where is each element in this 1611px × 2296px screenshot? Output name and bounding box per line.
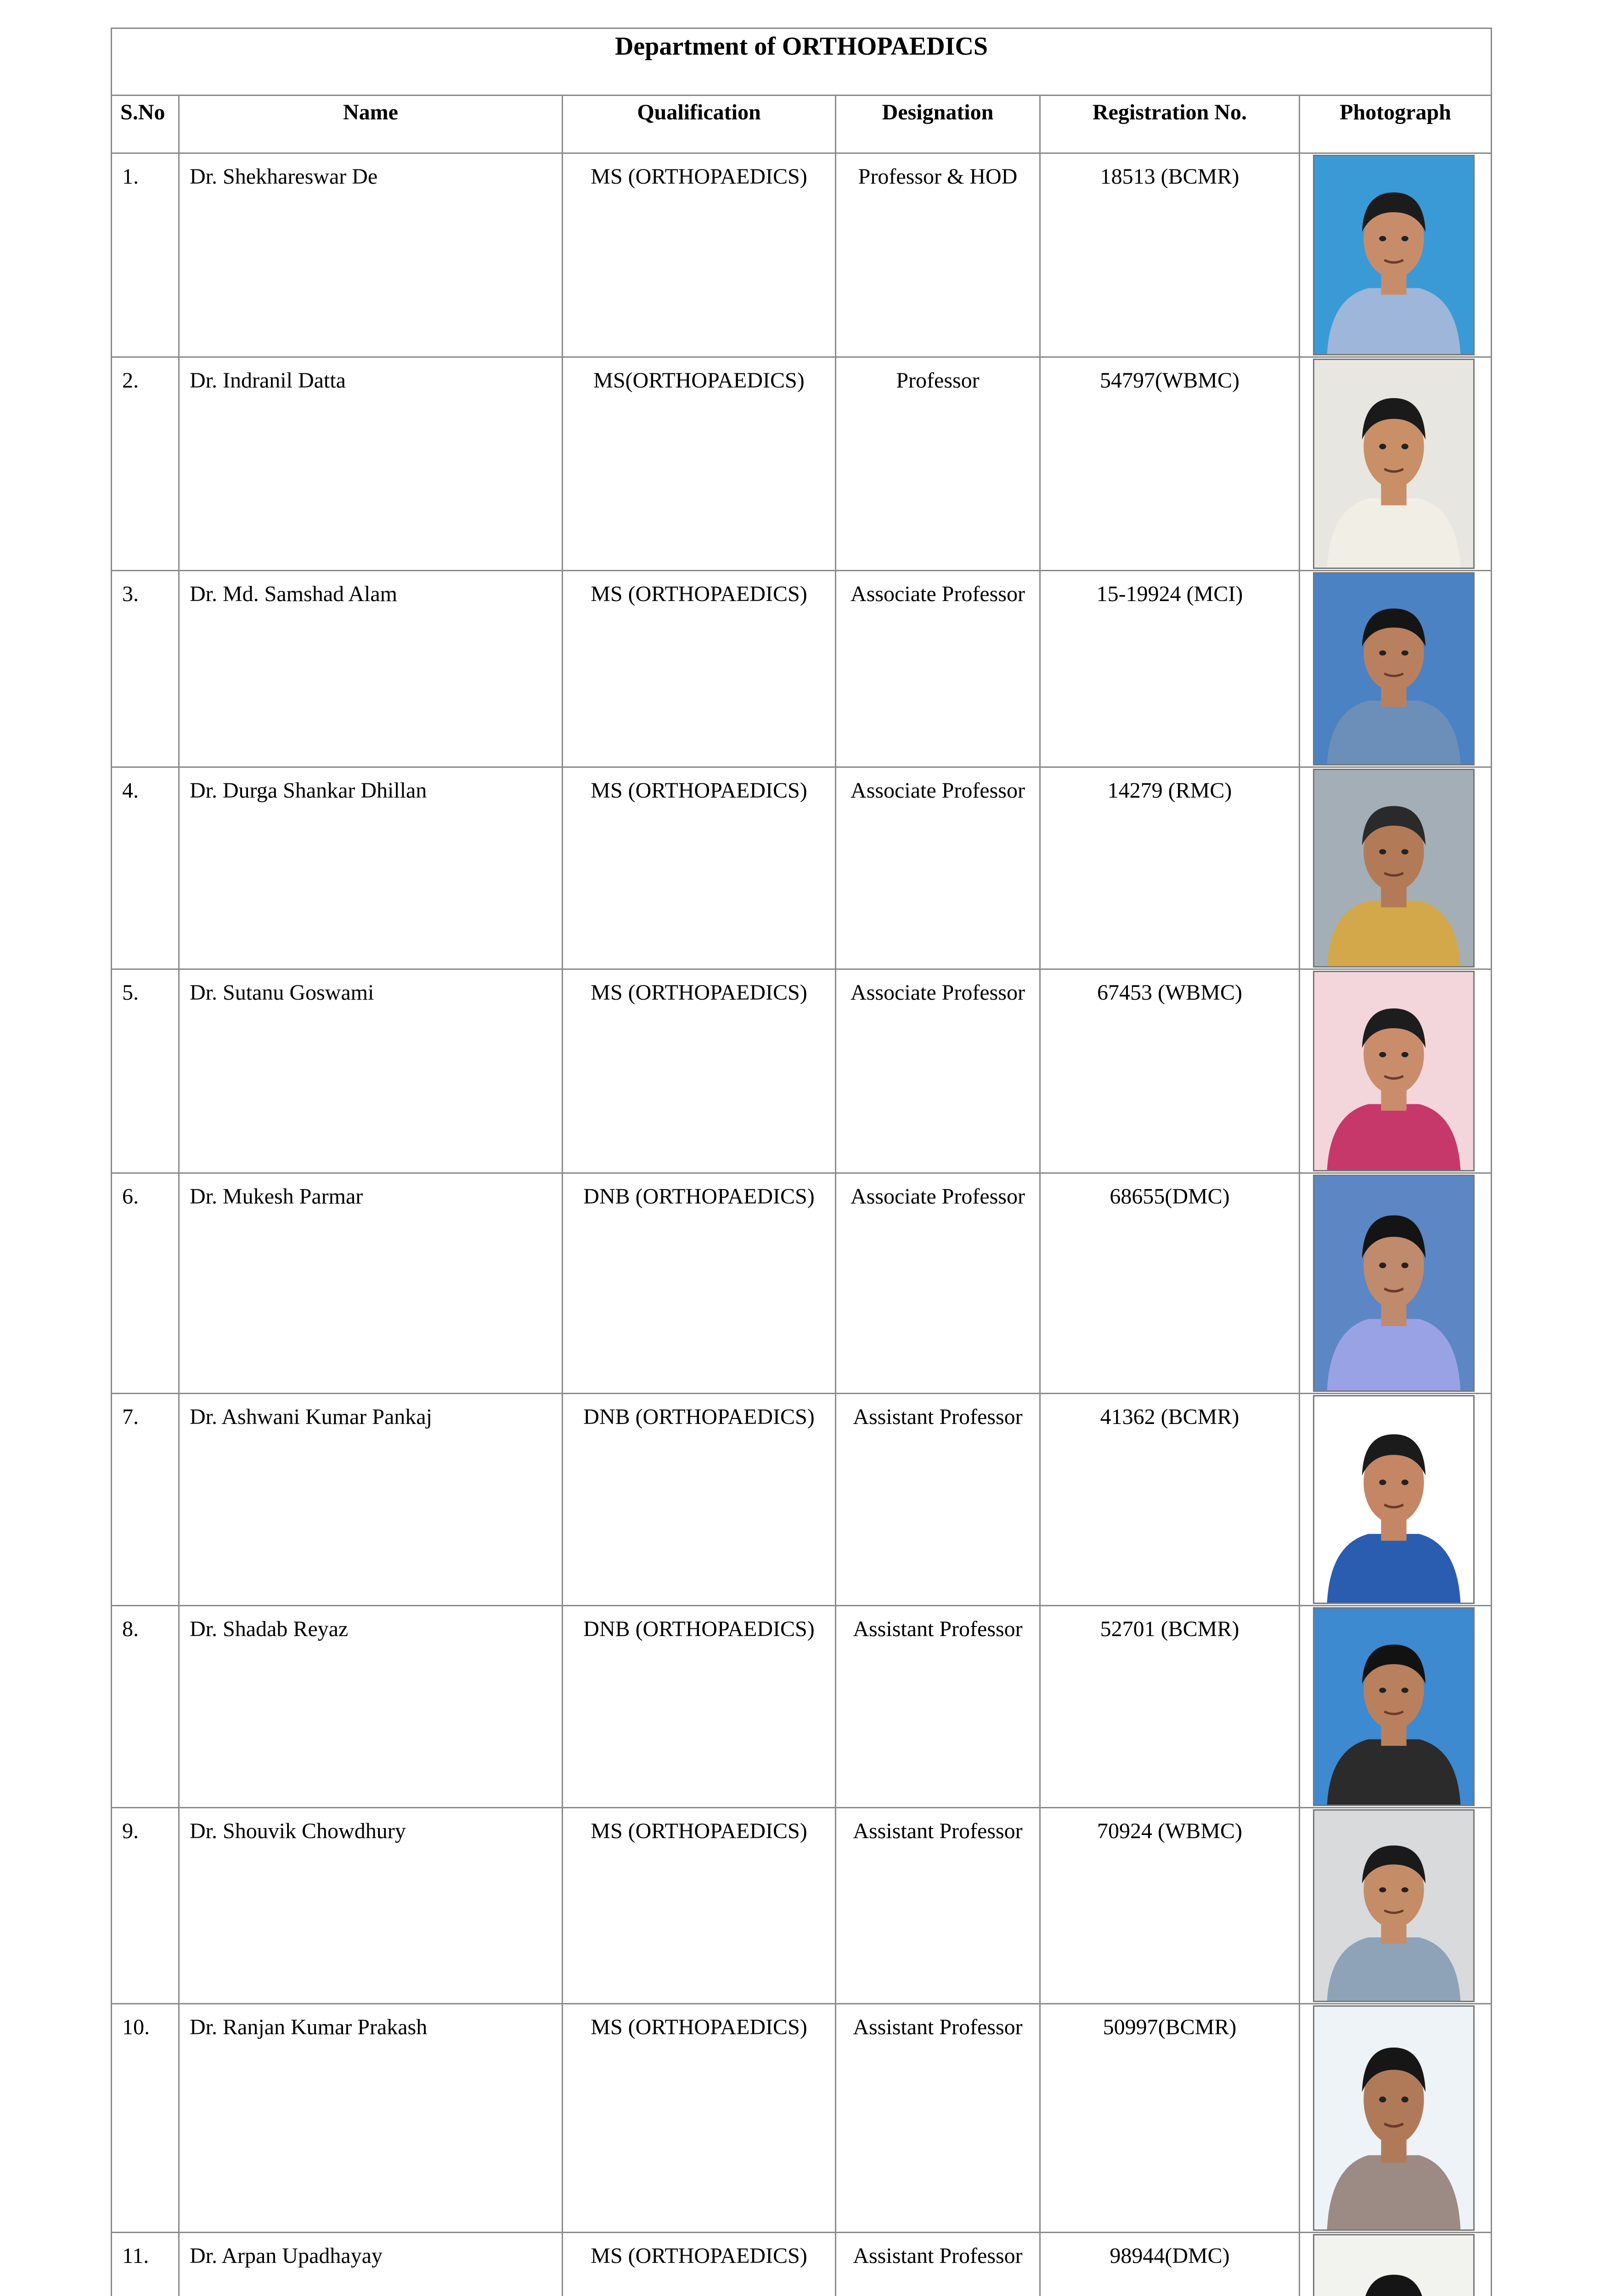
cell-designation: Professor (836, 357, 1040, 571)
table-row (112, 2233, 1492, 2296)
portrait-photo (1313, 1607, 1475, 1806)
cell-qualification: MS (ORTHOPAEDICS) (563, 153, 836, 357)
portrait-photo (1313, 1395, 1475, 1604)
cell-name: Dr. Ranjan Kumar Prakash (179, 2004, 563, 2233)
portrait-photo (1313, 769, 1475, 968)
portrait-graphic (1314, 2235, 1473, 2296)
table-row (112, 1173, 1492, 1394)
cell-qualification: MS (ORTHOPAEDICS) (563, 2233, 836, 2296)
header-designation: Designation (836, 96, 1040, 153)
cell-qualification: DNB (ORTHOPAEDICS) (563, 1394, 836, 1606)
cell-sno: 1. (112, 153, 179, 357)
cell-name: Dr. Durga Shankar Dhillan (179, 767, 563, 969)
header-qualification: Qualification (563, 96, 836, 153)
cell-designation: Assistant Professor (836, 1606, 1040, 1808)
cell-name: Dr. Sutanu Goswami (179, 969, 563, 1173)
cell-qualification: MS (ORTHOPAEDICS) (563, 767, 836, 969)
portrait-photo (1313, 2234, 1475, 2296)
cell-sno: 2. (112, 357, 179, 571)
cell-photograph (1300, 2233, 1492, 2296)
cell-designation: Associate Professor (836, 1173, 1040, 1394)
cell-registration: 98944(DMC) (1040, 2233, 1300, 2296)
portrait-photo (1313, 971, 1475, 1171)
cell-designation: Assistant Professor (836, 2004, 1040, 2233)
portrait-photo (1313, 2005, 1475, 2231)
cell-registration: 14279 (RMC) (1040, 767, 1300, 969)
cell-name: Dr. Shekhareswar De (179, 153, 563, 357)
cell-registration: 68655(DMC) (1040, 1173, 1300, 1394)
header-sno: S.No (112, 96, 179, 153)
header-photograph: Photograph (1300, 96, 1492, 153)
cell-photograph (1300, 1606, 1492, 1808)
cell-photograph (1300, 969, 1492, 1173)
cell-qualification: MS (ORTHOPAEDICS) (563, 2004, 836, 2233)
portrait-graphic (1314, 1609, 1473, 1805)
cell-sno: 4. (112, 767, 179, 969)
cell-designation: Assistant Professor (836, 1808, 1040, 2004)
portrait-photo (1313, 1809, 1475, 2002)
page-title: Department of ORTHOPAEDICS (112, 28, 1492, 96)
cell-designation: Associate Professor (836, 767, 1040, 969)
header-name: Name (179, 96, 563, 153)
portrait-graphic (1314, 2007, 1473, 2229)
cell-qualification: DNB (ORTHOPAEDICS) (563, 1606, 836, 1808)
cell-name: Dr. Ashwani Kumar Pankaj (179, 1394, 563, 1606)
table-row (112, 1808, 1492, 2004)
cell-registration: 70924 (WBMC) (1040, 1808, 1300, 2004)
cell-sno: 5. (112, 969, 179, 1173)
cell-qualification: MS (ORTHOPAEDICS) (563, 1808, 836, 2004)
cell-sno: 3. (112, 571, 179, 767)
cell-photograph (1300, 571, 1492, 767)
cell-sno: 6. (112, 1173, 179, 1394)
cell-photograph (1300, 1173, 1492, 1394)
portrait-graphic (1314, 1176, 1473, 1390)
cell-name: Dr. Shouvik Chowdhury (179, 1808, 563, 2004)
cell-registration: 18513 (BCMR) (1040, 153, 1300, 357)
cell-name: Dr. Shadab Reyaz (179, 1606, 563, 1808)
cell-photograph (1300, 2004, 1492, 2233)
portrait-graphic (1314, 156, 1473, 354)
cell-qualification: MS(ORTHOPAEDICS) (563, 357, 836, 571)
faculty-table (111, 28, 1492, 2296)
table-row (112, 357, 1492, 571)
cell-name: Dr. Indranil Datta (179, 357, 563, 571)
cell-sno: 8. (112, 1606, 179, 1808)
cell-designation: Assistant Professor (836, 1394, 1040, 1606)
cell-designation: Professor & HOD (836, 153, 1040, 357)
header-registration: Registration No. (1040, 96, 1300, 153)
portrait-graphic (1314, 574, 1473, 764)
cell-qualification: MS (ORTHOPAEDICS) (563, 969, 836, 1173)
cell-registration: 67453 (WBMC) (1040, 969, 1300, 1173)
cell-registration: 52701 (BCMR) (1040, 1606, 1300, 1808)
cell-name: Dr. Mukesh Parmar (179, 1173, 563, 1394)
cell-photograph (1300, 767, 1492, 969)
cell-sno: 7. (112, 1394, 179, 1606)
cell-sno: 9. (112, 1808, 179, 2004)
cell-qualification: DNB (ORTHOPAEDICS) (563, 1173, 836, 1394)
table-row (112, 571, 1492, 767)
table-header-row (112, 96, 1492, 153)
cell-registration: 15-19924 (MCI) (1040, 571, 1300, 767)
portrait-photo (1313, 1175, 1475, 1392)
cell-name: Dr. Arpan Upadhayay (179, 2233, 563, 2296)
cell-photograph (1300, 1394, 1492, 1606)
cell-designation: Associate Professor (836, 969, 1040, 1173)
cell-registration: 41362 (BCMR) (1040, 1394, 1300, 1606)
cell-photograph (1300, 153, 1492, 357)
table-row (112, 1606, 1492, 1808)
portrait-graphic (1314, 1811, 1473, 2001)
cell-qualification: MS (ORTHOPAEDICS) (563, 571, 836, 767)
table-row (112, 2004, 1492, 2233)
portrait-photo (1313, 359, 1475, 569)
cell-designation: Assistant Professor (836, 2233, 1040, 2296)
portrait-graphic (1314, 972, 1473, 1170)
portrait-graphic (1314, 360, 1473, 568)
portrait-photo (1313, 572, 1475, 765)
table-row (112, 767, 1492, 969)
portrait-graphic (1314, 770, 1473, 966)
table-row (112, 1394, 1492, 1606)
cell-photograph (1300, 1808, 1492, 2004)
table-row (112, 153, 1492, 357)
portrait-graphic (1314, 1396, 1473, 1603)
cell-designation: Associate Professor (836, 571, 1040, 767)
cell-photograph (1300, 357, 1492, 571)
cell-sno: 10. (112, 2004, 179, 2233)
portrait-photo (1313, 155, 1475, 355)
cell-sno: 11. (112, 2233, 179, 2296)
cell-name: Dr. Md. Samshad Alam (179, 571, 563, 767)
cell-registration: 54797(WBMC) (1040, 357, 1300, 571)
table-row (112, 969, 1492, 1173)
cell-registration: 50997(BCMR) (1040, 2004, 1300, 2233)
